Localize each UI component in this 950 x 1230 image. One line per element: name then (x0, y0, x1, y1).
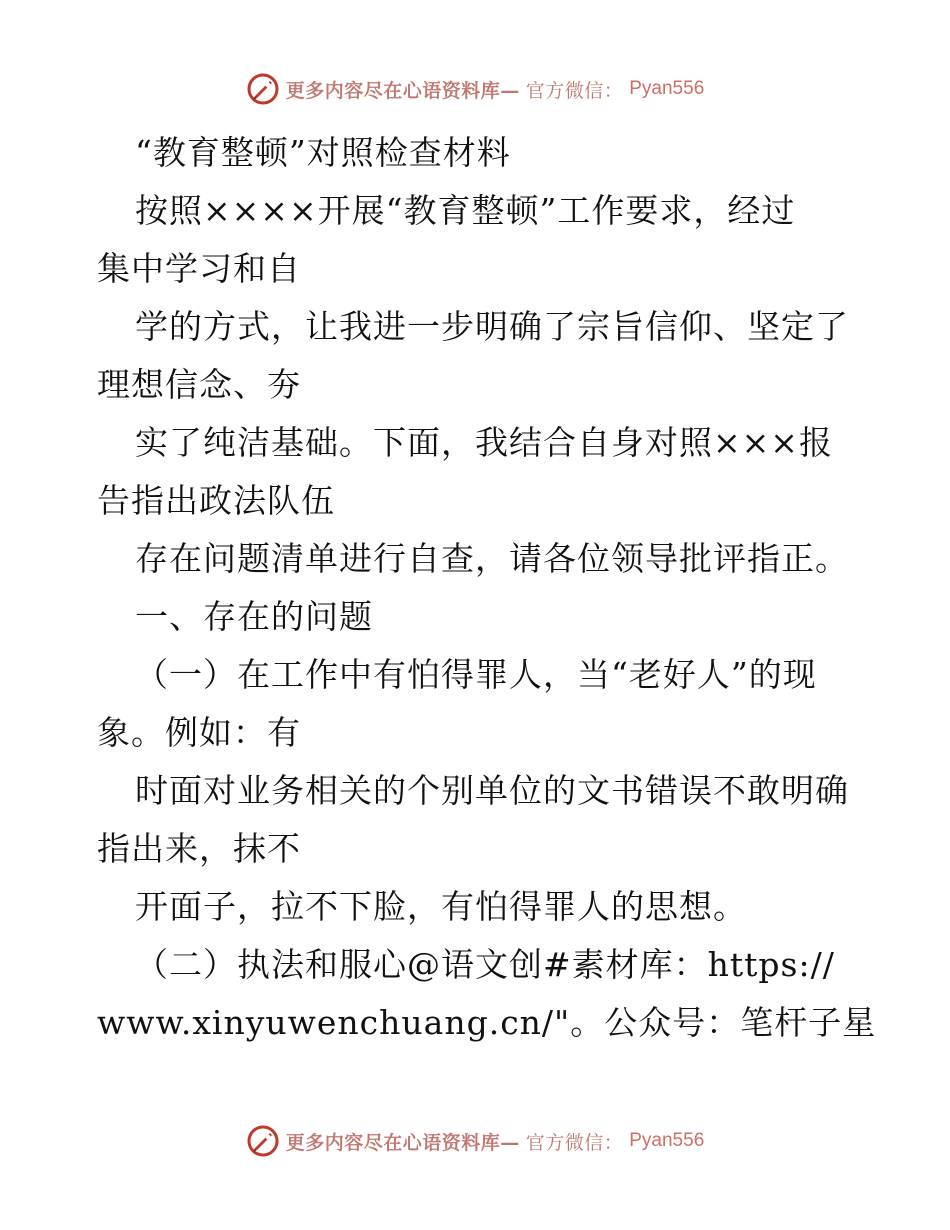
section-heading (97, 588, 857, 646)
paragraph-continuation: 指出来，抹不 (97, 829, 301, 868)
paragraph (97, 182, 857, 298)
paragraph-first-line: 实了纯洁基础。下面，我结合自身对照×××报 (135, 423, 833, 462)
paragraph-first-line: （一）在工作中有怕得罪人，当“老好人”的现 (135, 655, 817, 694)
document-body (97, 124, 877, 1052)
header-watermark (0, 72, 950, 106)
paragraph (97, 646, 857, 762)
paragraph-first-line: 时面对业务相关的个别单位的文书错误不敢明确 (135, 771, 849, 810)
paragraph-continuation: 理想信念、夯 (97, 365, 301, 404)
paragraph (97, 936, 877, 1052)
section-heading-text: 一、存在的问题 (135, 597, 373, 636)
document-title: “教育整顿”对照检查材料 (135, 133, 511, 172)
watermark-main-text: 更多内容尽在心语资料库— (285, 1131, 520, 1154)
quill-pen-icon (246, 1124, 280, 1158)
paragraph-first-line: 开面子，拉不下脸，有怕得罪人的思想。 (135, 887, 747, 926)
watermark-main-text: 更多内容尽在心语资料库— (285, 79, 520, 102)
watermark-side-text: 官方微信： (525, 79, 624, 102)
paragraph-continuation: 象。例如：有 (97, 713, 301, 752)
quill-pen-icon (246, 72, 280, 106)
paragraph (97, 298, 857, 414)
paragraph-continuation: 告指出政法队伍 (97, 481, 335, 520)
watermark-wechat-id: Pyan556 (629, 1130, 705, 1151)
paragraph-first-line: （二）执法和服心@语文创#素材库：https:// (135, 945, 835, 984)
paragraph-first-line: 按照××××开展“教育整顿”工作要求，经过 (135, 191, 796, 230)
watermark-wechat-id: Pyan556 (629, 78, 705, 99)
paragraph (97, 762, 857, 878)
paragraph (97, 414, 857, 530)
paragraph-first-line: 学的方式，让我进一步明确了宗旨信仰、坚定了 (135, 307, 849, 346)
watermark-side-text: 官方微信： (525, 1131, 624, 1154)
paragraph-continuation: www.xinyuwenchuang.cn/"。公众号：笔杆子星 (97, 1003, 877, 1042)
paragraph-continuation: 集中学习和自 (97, 249, 301, 288)
paragraph-first-line: 存在问题清单进行自查，请各位领导批评指正。 (135, 539, 849, 578)
paragraph (97, 530, 857, 588)
paragraph (97, 878, 857, 936)
footer-watermark (0, 1124, 950, 1158)
